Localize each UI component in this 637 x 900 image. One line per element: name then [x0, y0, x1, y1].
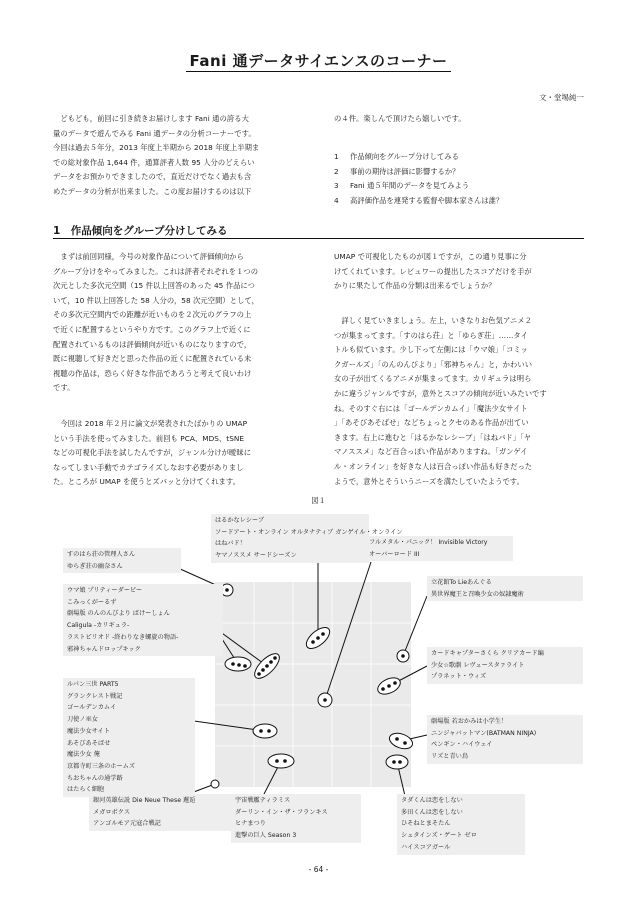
umap-figure	[53, 510, 584, 850]
topic-text: 作品傾向をグループ分けしてみる	[350, 152, 459, 161]
text-line: という手法を使ってみました。前回も PCA、MDS、tSNE	[53, 433, 245, 443]
anime-title-label: 異世界魔王と召喚少女の奴隷魔術	[431, 590, 524, 598]
data-point	[387, 684, 391, 688]
text-line: 今回は過去５年分，2013 年度上半期から 2018 年度上半期ま	[53, 143, 260, 153]
text-line: 」「あそびあそばせ」などちょっとクセのある作品が出てい	[334, 418, 529, 428]
cluster-outline	[253, 724, 277, 738]
text-line: かに違うジャンルですが，意外とスコアの傾向が近いみたいです	[334, 388, 547, 398]
text-line: ようで，意外とそういうニーズを満たしていたようです。	[334, 476, 524, 486]
anime-title-label: 京都寺町三条のホームズ	[67, 762, 136, 770]
author-line: 文・堂埸純一	[539, 93, 584, 102]
data-point	[381, 687, 385, 691]
text-line: グループ分けをやってみました。これは評者それぞれを１つの	[53, 266, 259, 276]
text-line: かりに果たして作品の分類は出来るでしょうか？	[334, 281, 496, 291]
anime-title-label: 進撃の巨人 Season 3	[235, 832, 297, 840]
data-point	[273, 656, 277, 660]
data-point	[316, 636, 320, 640]
text-line: 配置されているものは評価傾向が近いものになりますので，	[53, 339, 252, 349]
text-line: クガールズ」「のんのんびより」「邪神ちゃん」と，かわいい	[334, 359, 533, 369]
data-point	[401, 654, 405, 658]
anime-title-label: ダーリン・イン・ザ・フランキス	[235, 808, 328, 816]
data-point	[275, 759, 279, 763]
topic-list	[334, 150, 503, 208]
anime-title-label: 刀使ノ巫女	[67, 716, 98, 724]
topic-item	[334, 179, 503, 194]
data-point	[403, 741, 407, 745]
body-left-paragraph-2	[53, 417, 315, 490]
text-line: まずは前回同様，今号の対象作品について評価傾向から	[53, 252, 244, 261]
anime-title-label: グランクレスト戦記	[67, 692, 123, 700]
article-title	[0, 50, 637, 71]
topic-number: 1	[334, 152, 339, 161]
anime-title-label: カードキャプターさくら クリアカード編	[431, 650, 544, 657]
anime-title-label: はねバド！	[215, 540, 246, 548]
label-panel-bottom-right	[397, 794, 525, 855]
anime-title-label: ハイスコアガール	[401, 843, 451, 851]
data-point	[283, 759, 287, 763]
data-point	[265, 664, 269, 668]
cluster-outline	[211, 780, 219, 788]
anime-title-label: メガロボクス	[93, 808, 131, 816]
anime-title-label: こみっくがーるず	[67, 598, 117, 606]
cluster-outline	[387, 730, 414, 751]
text-line: ル・オンライン」を好きな人は百合っぽい作品も好きだった	[334, 461, 533, 471]
text-line: その多次元空間内での距離が近いものを２次元のグラフの上	[53, 310, 252, 320]
anime-title-label: すのはら荘の管理人さん	[67, 551, 136, 558]
data-point	[321, 632, 325, 636]
anime-title-label: ソードアート・オンライン オルタナティブ ガンゲイル・オンライン	[215, 528, 403, 536]
page-number: - 64 -	[308, 865, 329, 874]
anime-title-label: リズと青い鳥	[431, 753, 469, 761]
text-line: どもども，前回に引き続きお届けします Fani 通の誇る大	[53, 114, 249, 123]
anime-title-label: ニンジャバットマン(BATMAN NINJA)	[431, 729, 537, 737]
section-rule	[53, 238, 584, 239]
label-panel-bottom-center	[231, 794, 361, 843]
data-point	[323, 698, 327, 702]
anime-title-label: 多田くんは恋をしない	[401, 808, 463, 816]
text-line: UMAP で可視化したものが図１ですが，この通り見事に分	[334, 252, 527, 261]
anime-title-label: シュタインズ・ゲート ゼロ	[401, 832, 477, 840]
data-point	[259, 729, 263, 733]
text-line: けてくれています。レビュワーの提出したスコアだけを手が	[334, 266, 532, 276]
text-line: トルも似ています。少し下って左側には「ウマ娘」「コミッ	[334, 345, 528, 355]
text-line: での総対象作品 1,644 件，通算評者人数 95 人分のどえらい	[53, 157, 255, 167]
data-point	[398, 760, 402, 764]
label-panel-top-right	[365, 536, 513, 561]
section-heading: 1 作品傾向をグループ分けしてみる	[53, 225, 228, 237]
data-point	[225, 588, 229, 592]
label-panel-left-lower	[63, 678, 195, 797]
anime-title-label: ひそねとまそたん	[401, 820, 451, 828]
anime-title-label: ペンギン・ハイウェイ	[431, 741, 493, 749]
topic-item	[334, 194, 503, 209]
label-panel-upper-left	[63, 548, 181, 573]
anime-title-label: オーバーロード III	[369, 550, 420, 558]
anime-title-label: あそびあそばせ	[67, 739, 111, 747]
anime-title-label: ラストピリオド -終わりなき螺旋の物語-	[67, 633, 179, 641]
anime-title-label: Caligula -カリギュラ-	[67, 622, 130, 630]
leader-line	[403, 596, 427, 656]
anime-title-label: はるかなレシーブ	[215, 517, 265, 524]
anime-title-label: ヒナまつり	[235, 820, 266, 828]
text-line: データをお預かりできましたので，直近だけでなく過去も含	[53, 172, 252, 182]
anime-title-label: 少女☆歌劇 レヴュースタァライト	[431, 661, 525, 669]
data-point	[267, 729, 271, 733]
anime-title-label: 銀河英雄伝説 Die Neue These 邂逅	[93, 797, 196, 804]
body-right-paragraph-1	[334, 250, 584, 294]
text-line: なってしまい手動でカテゴライズしなおす必要がありまし	[53, 462, 244, 472]
text-line: めたデータの分析が出来ました。この度お届けするのは以下	[53, 186, 252, 196]
anime-title-label: 立花館To Lieあんぐる	[431, 579, 492, 586]
topic-text: 高評価作品を連発する監督や脚本家さんは誰？	[350, 195, 504, 205]
topic-item	[334, 165, 503, 180]
label-panel-right-upper	[427, 576, 583, 601]
text-line: マノススメ」など百合っぽい作品がありますね。「ガンゲイ	[334, 447, 528, 457]
data-point	[393, 681, 397, 685]
data-point	[257, 672, 261, 676]
text-line: つが集まってます。「すのはら荘」と「ゆらぎ荘」……タイ	[334, 330, 528, 340]
cluster-outline	[386, 755, 408, 769]
text-line: です。	[53, 383, 75, 393]
anime-title-label: 魔法少女サイト	[67, 727, 110, 735]
text-line: 詳しく見ていきましょう。左上，いきなりお色気アニメ２	[334, 316, 532, 325]
text-line: きます。右上に進むと「はるかなレシーブ」「はねバド」「ヤ	[334, 432, 532, 442]
text-line: いて，10 件以上回答した 58 人分の，58 次元空間）として，	[53, 295, 260, 305]
topic-text: Fani 通５年間のデータを見てみよう	[350, 181, 470, 191]
text-line: 次元とした多次元空間（15 件以上回答のあった 45 作品につ	[53, 281, 255, 291]
data-point	[395, 737, 399, 741]
figure-label: 図１	[311, 496, 326, 505]
text-line: 既に視聴して好きだと思った作品の近くに配置されている未	[53, 354, 252, 364]
intro-paragraph	[53, 112, 315, 200]
anime-title-label: タダくんは恋をしない	[401, 797, 463, 804]
label-panel-left-middle	[63, 584, 223, 656]
anime-title-label: 邪神ちゃんドロップキック	[67, 645, 141, 653]
title-text: Fani 通データサイエンスのコーナー	[186, 52, 452, 72]
anime-title-label: 劇場版 のんのんびより ばけーしょん	[67, 610, 170, 618]
anime-title-label: ルパン三世 PART5	[67, 681, 119, 688]
intro-paragraph-continued	[334, 112, 584, 127]
anime-title-label: ちおちゃんの通学路	[67, 774, 123, 782]
text-line: た。ところが UMAP を使うとズバッと分けてくれます。	[53, 477, 241, 487]
text-line: で近くに配置するというやり方です。このグラフ上で近くに	[53, 324, 251, 334]
body-left-paragraph-1	[53, 250, 315, 396]
text-line: 今回は 2018 年２月に論文が発表されたばかりの UMAP	[53, 419, 248, 428]
topic-text: 事前の期待は評価に影響するか？	[350, 166, 460, 176]
label-panel-bottom-left	[89, 794, 237, 831]
data-point	[311, 640, 315, 644]
anime-title-label: はたらく細胞	[67, 786, 105, 794]
anime-title-label: アンゴルモア元寇合戦記	[93, 820, 161, 828]
data-point	[269, 660, 273, 664]
anime-title-label: 宇宙戦艦ティラミス	[235, 797, 291, 804]
anime-title-label: ゆらぎ荘の幽奈さん	[67, 562, 123, 570]
label-panel-right-lower	[427, 715, 583, 764]
text-line: 女の子が出てくるアニメが集まってます。カリギュラは明ら	[334, 374, 532, 384]
anime-title-label: 魔法少女 俺	[67, 751, 100, 759]
data-point	[231, 662, 235, 666]
data-point	[261, 668, 265, 672]
text-line: 量のデータで遊んでみる Fani 通データの分析コーナーです。	[53, 128, 256, 138]
topic-number: 4	[334, 195, 339, 205]
anime-title-label: 劇場版 若おかみは小学生！	[431, 718, 508, 725]
topic-number: 2	[334, 166, 339, 176]
anime-title-label: プラネット・ウィズ	[431, 673, 487, 681]
body-right-paragraph-2	[334, 314, 584, 489]
data-point	[237, 663, 241, 667]
text-line: の４件。楽しんで頂けたら嬉しいです。	[334, 114, 466, 123]
anime-title-label: ヤマノススメ サードシーズン	[215, 552, 297, 560]
label-panel-right-middle	[427, 647, 583, 684]
anime-title-label: フルメタル・パニック！ Invisible Victory	[369, 539, 488, 546]
anime-title-label: ゴールデンカムイ	[67, 704, 117, 712]
text-line: などの可視化手法を試したんですが，ジャンル分けが曖昧に	[53, 448, 252, 458]
data-point	[392, 760, 396, 764]
anime-title-label: ウマ娘 プリティーダービー	[67, 587, 143, 594]
topic-number: 3	[334, 181, 339, 191]
cluster-outline	[268, 754, 294, 768]
text-line: 視聴の作品は，恐らく好きな作品であろうと考えて良いわけ	[53, 368, 252, 378]
text-line: ね。そのすぐ右には「ゴールデンカムイ」「魔法少女サイト	[334, 403, 528, 413]
data-point	[243, 664, 247, 668]
topic-item	[334, 150, 503, 165]
